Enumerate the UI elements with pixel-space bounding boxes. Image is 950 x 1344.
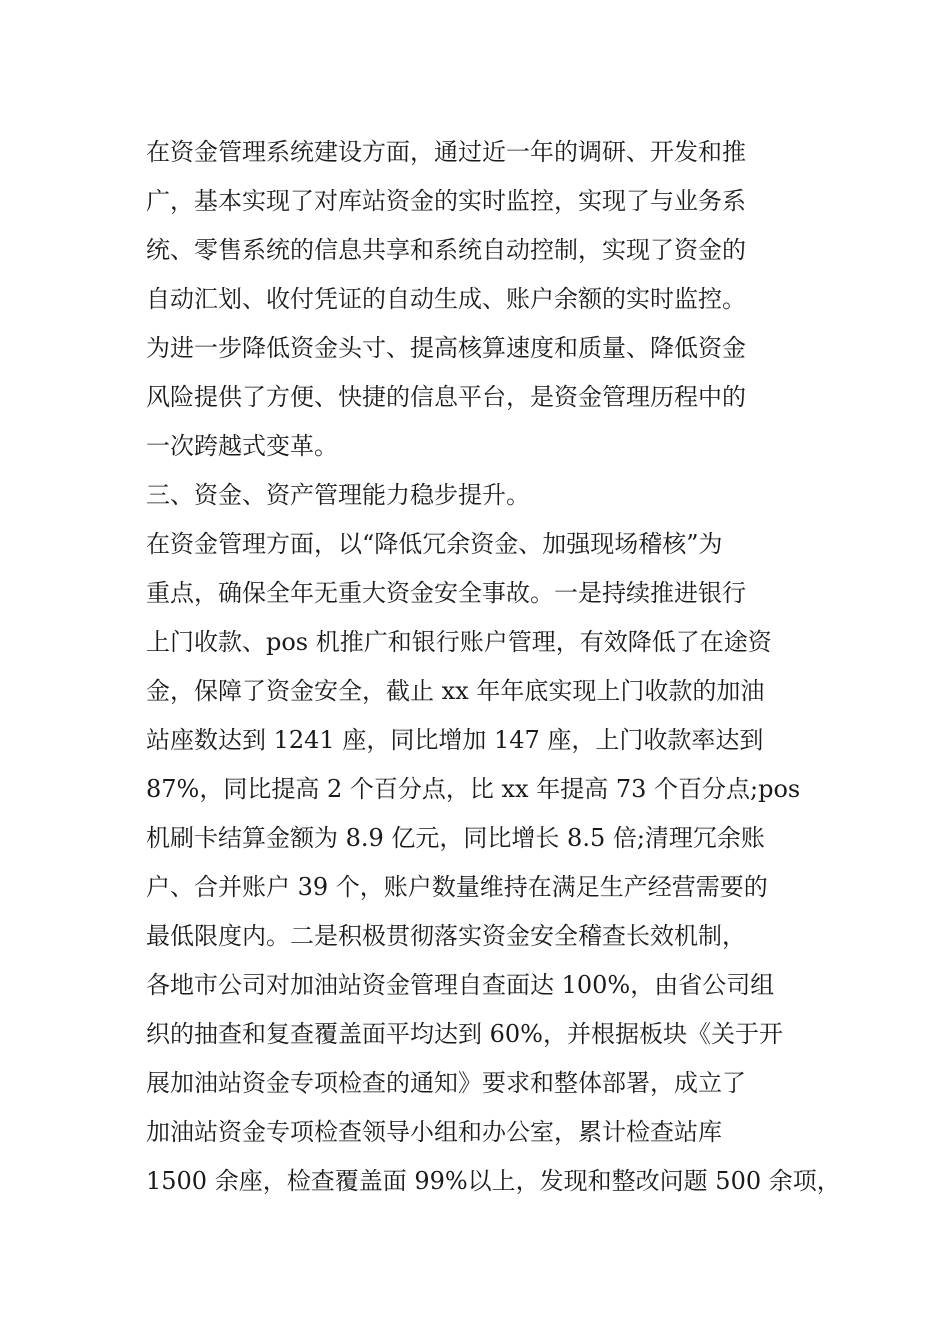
text-line-15: 机刷卡结算金额为 8.9 亿元，同比增长 8.5 倍;清理冗余账 [146, 824, 765, 852]
text-line-13: 站座数达到 1241 座，同比增加 147 座，上门收款率达到 [146, 726, 764, 754]
text-line-1: 在资金管理系统建设方面，通过近一年的调研、开发和推 [146, 138, 746, 166]
text-line-12: 金，保障了资金安全，截止 xx 年年底实现上门收款的加油 [146, 677, 765, 705]
text-line-3: 统、零售系统的信息共享和系统自动控制，实现了资金的 [146, 236, 746, 264]
text-line-21: 加油站资金专项检查领导小组和办公室，累计检查站库 [146, 1118, 722, 1146]
text-line-4: 自动汇划、收付凭证的自动生成、账户余额的实时监控。 [146, 285, 746, 313]
text-line-2: 广，基本实现了对库站资金的实时监控，实现了与业务系 [146, 187, 746, 215]
text-line-14: 87%，同比提高 2 个百分点，比 xx 年提高 73 个百分点;pos [146, 775, 801, 803]
document-body [146, 128, 841, 1206]
text-line-22: 1500 余座，检查覆盖面 99%以上，发现和整改问题 500 余项， [146, 1167, 841, 1195]
text-line-10: 重点，确保全年无重大资金安全事故。一是持续推进银行 [146, 579, 746, 607]
text-line-6: 风险提供了方便、快捷的信息平台，是资金管理历程中的 [146, 383, 746, 411]
text-line-7: 一次跨越式变革。 [146, 432, 338, 460]
text-line-20: 展加油站资金专项检查的通知》要求和整体部署，成立了 [146, 1069, 746, 1097]
section-heading: 三、资金、资产管理能力稳步提升。 [146, 481, 530, 509]
text-line-19: 织的抽查和复查覆盖面平均达到 60%，并根据板块《关于开 [146, 1020, 783, 1048]
text-line-5: 为进一步降低资金头寸、提高核算速度和质量、降低资金 [146, 334, 746, 362]
text-line-16: 户、合并账户 39 个，账户数量维持在满足生产经营需要的 [146, 873, 768, 901]
text-line-17: 最低限度内。二是积极贯彻落实资金安全稽查长效机制， [146, 922, 746, 950]
text-line-18: 各地市公司对加油站资金管理自查面达 100%，由省公司组 [146, 971, 775, 999]
text-line-9: 在资金管理方面，以“降低冗余资金、加强现场稽核”为 [146, 530, 723, 558]
text-line-11: 上门收款、pos 机推广和银行账户管理，有效降低了在途资 [146, 628, 772, 656]
